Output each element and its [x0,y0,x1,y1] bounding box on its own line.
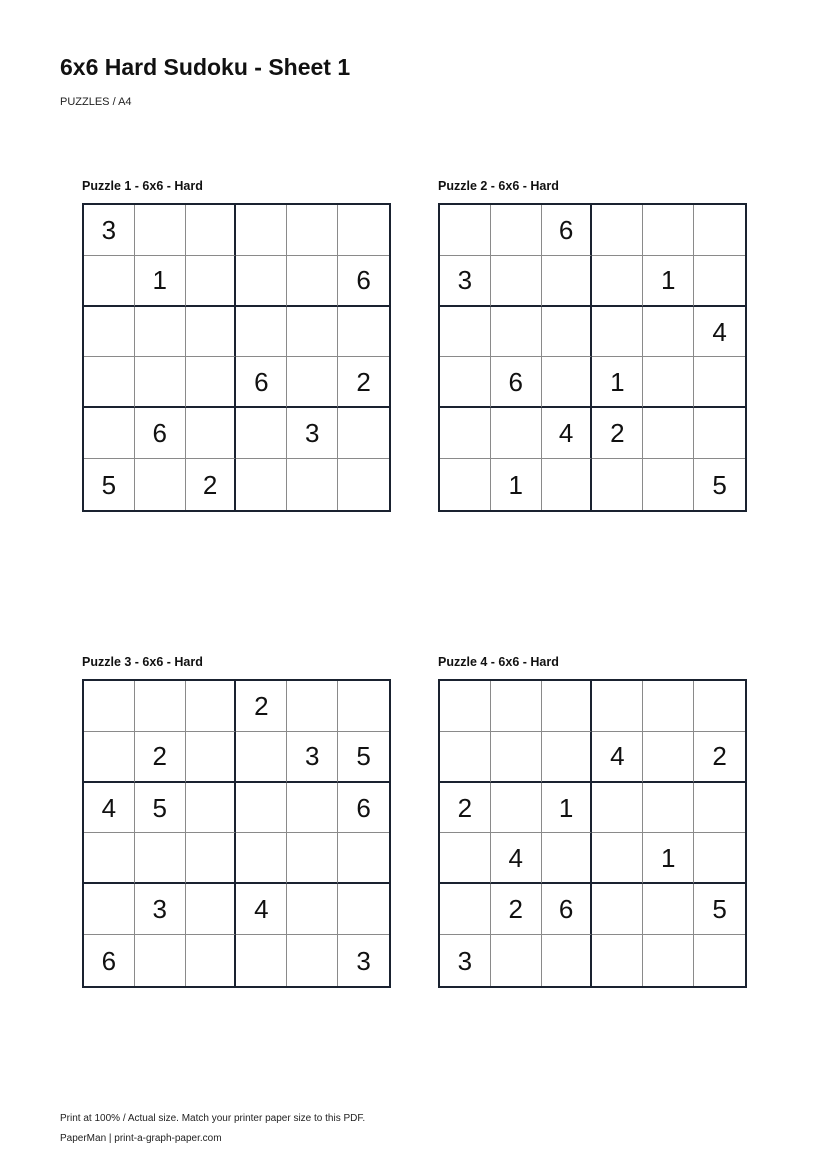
page-title: 6x6 Hard Sudoku - Sheet 1 [60,54,351,80]
sudoku-cell [186,833,237,884]
sudoku-cell [491,408,542,459]
sudoku-cell [186,307,237,358]
sudoku-cell [287,681,338,732]
sudoku-cell: 3 [440,935,491,986]
sudoku-cell: 3 [287,732,338,783]
sudoku-cell [338,459,389,510]
sudoku-cell: 1 [643,833,694,884]
sudoku-cell [643,935,694,986]
sudoku-cell [135,681,186,732]
sudoku-cell: 5 [84,459,135,510]
sudoku-cell [186,783,237,834]
sudoku-cell [491,732,542,783]
sudoku-cell: 2 [440,783,491,834]
sudoku-cell [84,408,135,459]
sudoku-cell: 4 [592,732,643,783]
sudoku-cell: 6 [135,408,186,459]
sudoku-cell: 5 [694,884,745,935]
sudoku-cell [592,783,643,834]
sudoku-cell [542,256,593,307]
sudoku-cell [135,205,186,256]
sudoku-cell [236,408,287,459]
sudoku-cell: 2 [135,732,186,783]
sudoku-cell [694,833,745,884]
sudoku-cell [694,783,745,834]
sudoku-cell [592,935,643,986]
sudoku-cell [491,307,542,358]
sudoku-cell [135,307,186,358]
sudoku-cell [440,307,491,358]
sudoku-cell: 6 [542,884,593,935]
sudoku-cell: 2 [186,459,237,510]
sudoku-cell: 5 [338,732,389,783]
sudoku-cell [643,884,694,935]
sudoku-cell [287,307,338,358]
sudoku-cell [287,256,338,307]
sudoku-cell [338,681,389,732]
sudoku-cell [643,783,694,834]
sudoku-cell [84,357,135,408]
sudoku-cell [440,681,491,732]
sudoku-cell [338,408,389,459]
sudoku-cell: 6 [338,783,389,834]
footer-brand: PaperMan | print-a-graph-paper.com [60,1133,222,1144]
sudoku-cell: 2 [236,681,287,732]
sudoku-cell [694,681,745,732]
sudoku-cell [592,681,643,732]
sudoku-cell [491,935,542,986]
sudoku-cell: 3 [135,884,186,935]
sudoku-cell [491,205,542,256]
sudoku-cell: 4 [694,307,745,358]
sudoku-cell [643,732,694,783]
sudoku-cell [287,459,338,510]
sudoku-cell [236,783,287,834]
sudoku-cell [592,256,643,307]
sudoku-cell [440,205,491,256]
sudoku-cell [542,357,593,408]
sudoku-cell [440,408,491,459]
sudoku-cell [491,256,542,307]
sudoku-cell [542,307,593,358]
sudoku-cell [287,357,338,408]
sudoku-cell: 3 [287,408,338,459]
sudoku-cell [135,833,186,884]
sudoku-cell [643,408,694,459]
sudoku-cell [84,681,135,732]
sudoku-cell: 4 [84,783,135,834]
sudoku-cell [84,884,135,935]
sudoku-cell: 4 [236,884,287,935]
sudoku-cell: 3 [440,256,491,307]
sudoku-cell [694,256,745,307]
sudoku-cell [84,256,135,307]
sudoku-cell [542,935,593,986]
sudoku-cell [135,459,186,510]
sudoku-cell [592,459,643,510]
sudoku-cell [287,833,338,884]
sudoku-cell: 6 [491,357,542,408]
sudoku-cell [186,884,237,935]
puzzle-label: Puzzle 2 - 6x6 - Hard [438,179,559,193]
sudoku-cell: 3 [84,205,135,256]
sudoku-cell [694,935,745,986]
sudoku-cell [440,732,491,783]
page-subtitle: PUZZLES / A4 [60,96,132,108]
sudoku-cell [186,935,237,986]
sudoku-cell [694,357,745,408]
sudoku-cell [542,732,593,783]
sudoku-cell [643,357,694,408]
sudoku-cell: 1 [135,256,186,307]
sudoku-cell [236,205,287,256]
sudoku-cell: 4 [542,408,593,459]
sudoku-cell: 2 [592,408,643,459]
sudoku-cell [84,307,135,358]
sudoku-cell [135,357,186,408]
sudoku-cell [186,732,237,783]
sudoku-cell [287,935,338,986]
sudoku-cell [338,884,389,935]
sudoku-cell: 1 [643,256,694,307]
sudoku-cell [592,205,643,256]
sudoku-cell: 3 [356,945,371,976]
sudoku-cell: 2 [694,732,745,783]
sudoku-cell: 5 [712,469,727,500]
sudoku-cell [592,884,643,935]
sudoku-cell [236,732,287,783]
sudoku-cell [186,681,237,732]
puzzle-label: Puzzle 4 - 6x6 - Hard [438,655,559,669]
sudoku-cell [643,681,694,732]
sudoku-cell [592,833,643,884]
sudoku-cell [542,833,593,884]
sudoku-cell: 4 [491,833,542,884]
sudoku-cell [287,783,338,834]
sudoku-cell: 2 [338,357,389,408]
sudoku-cell: 1 [542,783,593,834]
sudoku-cell: 6 [542,205,593,256]
sudoku-cell [287,205,338,256]
sudoku-cell [440,459,491,510]
sudoku-cell [338,307,389,358]
sudoku-cell [84,732,135,783]
sudoku-cell [592,307,643,358]
sudoku-grid [438,679,747,988]
puzzle-label: Puzzle 1 - 6x6 - Hard [82,179,203,193]
sudoku-cell [236,935,287,986]
sudoku-cell [694,408,745,459]
sudoku-cell: 1 [592,357,643,408]
sudoku-cell [186,408,237,459]
sudoku-cell [643,307,694,358]
sudoku-cell [236,459,287,510]
sudoku-grid [438,203,747,512]
sudoku-grid [82,679,391,988]
sudoku-cell: 1 [491,459,542,510]
sudoku-cell [84,833,135,884]
sudoku-cell [440,884,491,935]
sudoku-cell [338,205,389,256]
sudoku-cell [440,833,491,884]
print-instructions: Print at 100% / Actual size. Match your printer paper size to this PDF. [60,1113,366,1124]
sudoku-cell [186,256,237,307]
sudoku-cell [236,833,287,884]
sudoku-cell: 2 [491,884,542,935]
puzzle-label: Puzzle 3 - 6x6 - Hard [82,655,203,669]
sudoku-cell: 6 [236,357,287,408]
sudoku-cell: 6 [84,935,135,986]
sudoku-cell [542,681,593,732]
sudoku-cell [542,459,593,510]
sudoku-cell [186,357,237,408]
sudoku-cell [236,307,287,358]
sudoku-cell [643,459,694,510]
sudoku-cell [186,205,237,256]
sudoku-cell [135,935,186,986]
sudoku-cell [643,205,694,256]
sudoku-cell [236,256,287,307]
sudoku-cell [338,833,389,884]
sudoku-cell [491,783,542,834]
sudoku-cell: 5 [135,783,186,834]
sudoku-cell [491,681,542,732]
sudoku-cell: 6 [338,256,389,307]
sudoku-grid [82,203,391,512]
sudoku-cell [694,205,745,256]
sudoku-cell [287,884,338,935]
sudoku-cell [440,357,491,408]
